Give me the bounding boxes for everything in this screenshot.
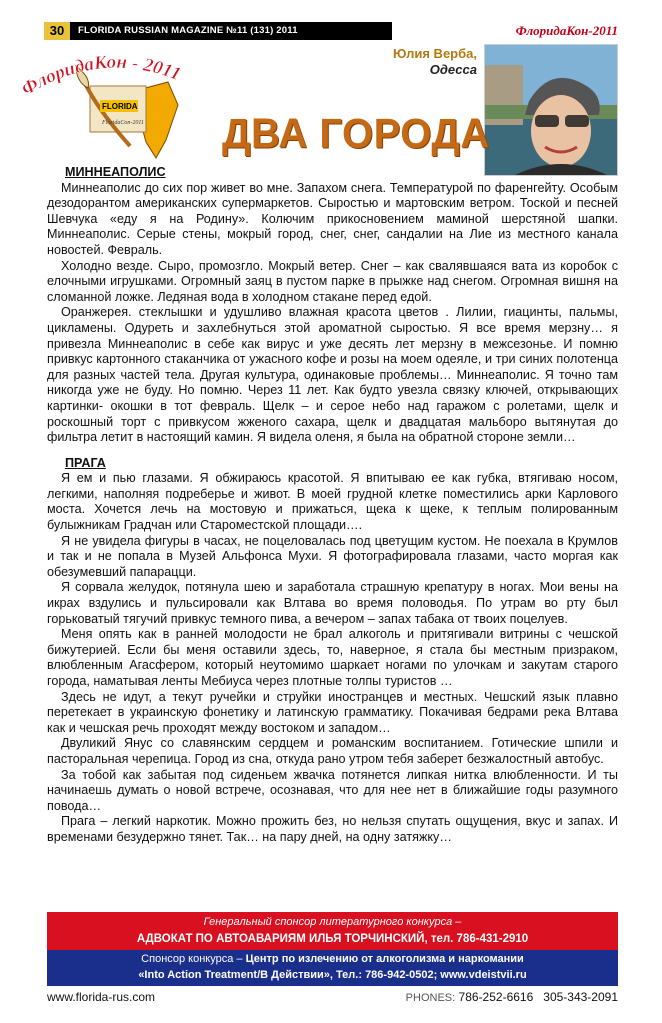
author-name: Юлия Верба, <box>393 46 477 61</box>
paragraph: Оранжерея. стеклышки и удушливо влажная красота цветов . Лилии, гиацинты, пальмы, цикламены. Одуреть и захлебнуться этой ароматной сыростью. Я все время мерзну… я привезла Миннеаполис в себе как вирус и уже десять лет мерзну в межсезонье. И помню привкус картонного стаканчика от ужасного кофе и розы на моем одеяле, и три синих полотенца для разных частей тела. Другая культура, одинаковые проблемы… Миннеаполис. Я точно там никогда уже не буду. Но помню. Через 11 лет. Как будто увезла связку ключей, открывающих картинки- окошки в тот февраль. Щелк – и серое небо над гаражом с ролетами, щелк и роскошный торт с привкусом жженого сахара, щелк и двадцатая мальборо вытянутая до фильтра летит в настоящий камин. Я видела оленя, я была на обратной стороне земли… <box>47 305 618 445</box>
article-title: ДВА ГОРОДА <box>222 110 490 158</box>
paragraph: За тобой как забытая под сиденьем жвачка потянется липкая нитка влюбленности. И ты начинаешь думать о новой встрече, осознавая, что для нее нет в ближайшие годы разумного повода… <box>47 767 618 813</box>
section-heading-minneapolis: МИННЕАПОЛИС <box>65 165 166 179</box>
paragraph: Меня опять как в ранней молодости не брал алкоголь и притягивали витрины с чешской бижутерией. Если бы меня оставили здесь, то, наверное, я стала бы местным призраком, влюбленным Агасфером, который неутомимо шаркает ногами по улочкам и закутам старого города, наматывая ленты Мебиуса через плотные толпы туристов … <box>47 627 618 688</box>
logo-title: ФлоридаКон - 2011 <box>18 51 184 101</box>
contest-sponsor-contact: «Into Action Treatment/В Действии», Тел.: 786-942-0502; www.vdeistvii.ru <box>138 969 527 981</box>
author-city: Одесса <box>429 62 477 77</box>
paragraph: Я не увидела фигуры в часах, не поцеловалась под цветущим кустом. Не поехала в Крумлов и так и не попала в Музей Альфонса Мухи. Я фотографировала глазами, часто моргая как обезумевший папарацци. <box>47 533 618 579</box>
page-number: 30 <box>44 22 70 40</box>
paragraph: Здесь не идут, а текут ручейки и струйки иностранцев и местных. Чешский язык плавно перетекает в украинскую фонетику и латинскую грамматику. Покачивая бедрами река Влтава как и чешская речь проходят между востоком и западом… <box>47 689 618 735</box>
paragraph: Я сорвала желудок, потянула шею и заработала страшную крепатуру в ногах. Мои вены на икрах вздулись и пульсировали как Влтава во время половодья. По утрам во рту был горьковатый тягучий привкус темного пива, а вечером – запах табака от твоих поцелуев. <box>47 580 618 626</box>
phones-label: PHONES: <box>405 992 456 1004</box>
general-sponsor-banner <box>47 912 618 950</box>
footer-phones <box>406 990 618 1004</box>
paragraph: Я ем и пью глазами. Я обжираюсь красотой. Я впитываю ее как губка, втягиваю носом, легкими, наполняя подреберье и живот. В моей грудной клетке поместились арки Карлового моста. Хочется лечь на мостовую и прижаться, щека к щеке, к теплым полированным булыжникам Градчан или Староместской площади…. <box>47 471 618 533</box>
logo-sub1: FLORIDA <box>102 102 138 111</box>
section-heading-prague: ПРАГА <box>65 455 106 470</box>
phones-numbers: 786-252-6616 305-343-2091 <box>458 990 618 1004</box>
contest-sponsor-banner <box>47 950 618 986</box>
paragraph: Двуликий Янус со славянским сердцем и романским воспитанием. Готические шпили и пасторальная черепица. Город из сна, откуда рано утром тебя заберет безжалостный автобус. <box>47 736 618 766</box>
general-sponsor-name: АДВОКАТ ПО АВТОАВАРИЯМ ИЛЬЯ ТОРЧИНСКИЙ, тел. 786-431-2910 <box>136 933 529 945</box>
general-sponsor-caption: Генеральный спонсор литературного конкурса – <box>203 916 462 928</box>
paragraph: Холодно везде. Сыро, промозгло. Мокрый ветер. Снег – как свалявшаяся вата из коробок с елочными игрушками. Огромный заяц в пустом парке в прыжке над снегом. Огромная вишня на сломанной ложке. Ледяная вода в холодном стакане перед едой. <box>47 258 618 304</box>
author-byline <box>393 46 477 78</box>
page-header <box>44 22 618 40</box>
paragraph: Миннеаполис до сих пор живет во мне. Запахом снега. Температурой по фаренгейту. Особым дезодорантом американских супермаркетов. Сыростью и мартовским ветром. Тоской и песней Шевчука «еду я на Родину». Колючим прикосновением маминой шерстяной шапки. Миннеаполис. Серые стены, мокрый город, снег, снег, сандалии на Лие из местного канала новостей. Февраль. <box>47 180 618 257</box>
footer-website-link[interactable]: www.florida-rus.com <box>47 990 156 1004</box>
contest-sponsor-caption: Спонсор конкурса – Центр по излечению от алкоголизма и наркомании <box>141 953 524 965</box>
magazine-name: FLORIDA RUSSIAN MAGAZINE №11 (131) 2011 <box>70 22 392 40</box>
author-photo <box>484 44 618 176</box>
rubric-label: ФлоридаКон-2011 <box>515 23 618 38</box>
floridacon-logo <box>18 50 198 168</box>
floridacon-logo-graphic <box>18 50 198 168</box>
paragraph: Прага – легкий наркотик. Можно прожить без, но нельзя спутать ощущения, вкус и запах. И временами безудержно тянет. Так… на пару дней, на одну затяжку… <box>47 814 618 844</box>
article-body <box>47 165 618 846</box>
logo-sub2: FloridaCon-2011 <box>102 120 144 126</box>
